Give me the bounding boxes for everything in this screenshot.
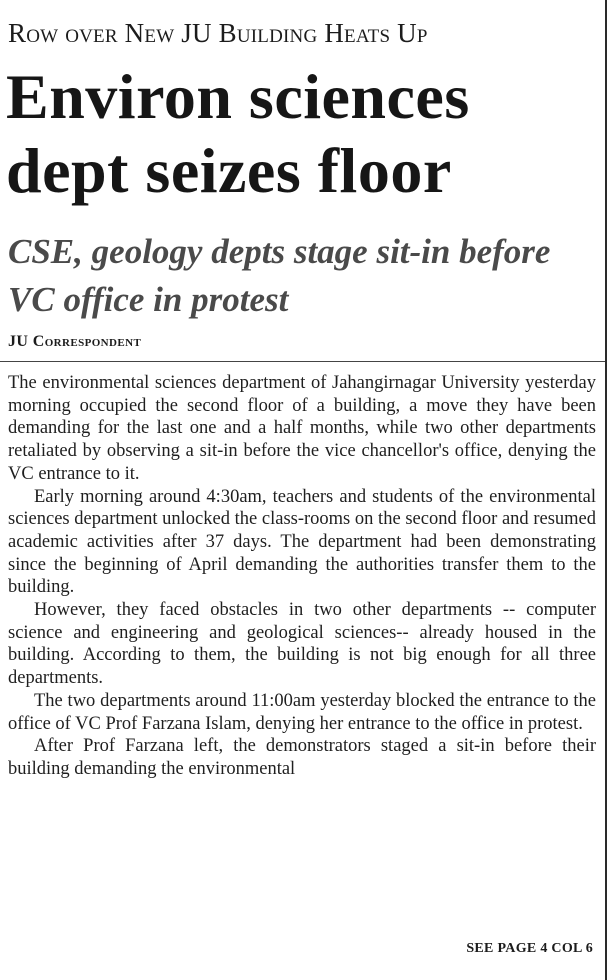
- byline: JU Correspondent: [8, 333, 142, 350]
- paragraph-4: The two departments around 11:00am yesterday blocked the entrance to the office of VC Prof Farzana Islam, denying her entrance to the office in protest.: [8, 690, 596, 734]
- main-headline: Environ sciences dept seizes floor: [6, 61, 470, 206]
- paragraph-5: After Prof Farzana left, the demonstrators staged a sit-in before their building demanding the environmental: [8, 736, 596, 779]
- paragraph-1: The environmental sciences department of Jahangirnagar University yesterday morning occupied the second floor of a building, a move they have been demanding for the last one and a half months, while two other departments retaliated by observing a sit-in before the vice chancellor's office, denying the VC entrance to it.: [8, 373, 596, 484]
- article-body: [8, 372, 596, 781]
- kicker-headline: Row over New JU Building Heats Up: [8, 18, 428, 48]
- continued-jump-line: SEE PAGE 4 COL 6: [466, 941, 593, 956]
- paragraph-3: However, they faced obstacles in two other departments -- computer science and engineering and geological sciences-- already housed in the building. According to them, the building is not big enough for all three departments.: [8, 600, 596, 689]
- paragraph-2: Early morning around 4:30am, teachers and students of the environmental sciences department unlocked the class-rooms on the second floor and resumed academic activities after 37 days. The department had been demonstrating since the beginning of April demanding the authorities transfer them to the building.: [8, 486, 596, 598]
- subheadline: CSE, geology depts stage sit-in before VC office in protest: [8, 232, 551, 319]
- byline-divider: [0, 361, 605, 362]
